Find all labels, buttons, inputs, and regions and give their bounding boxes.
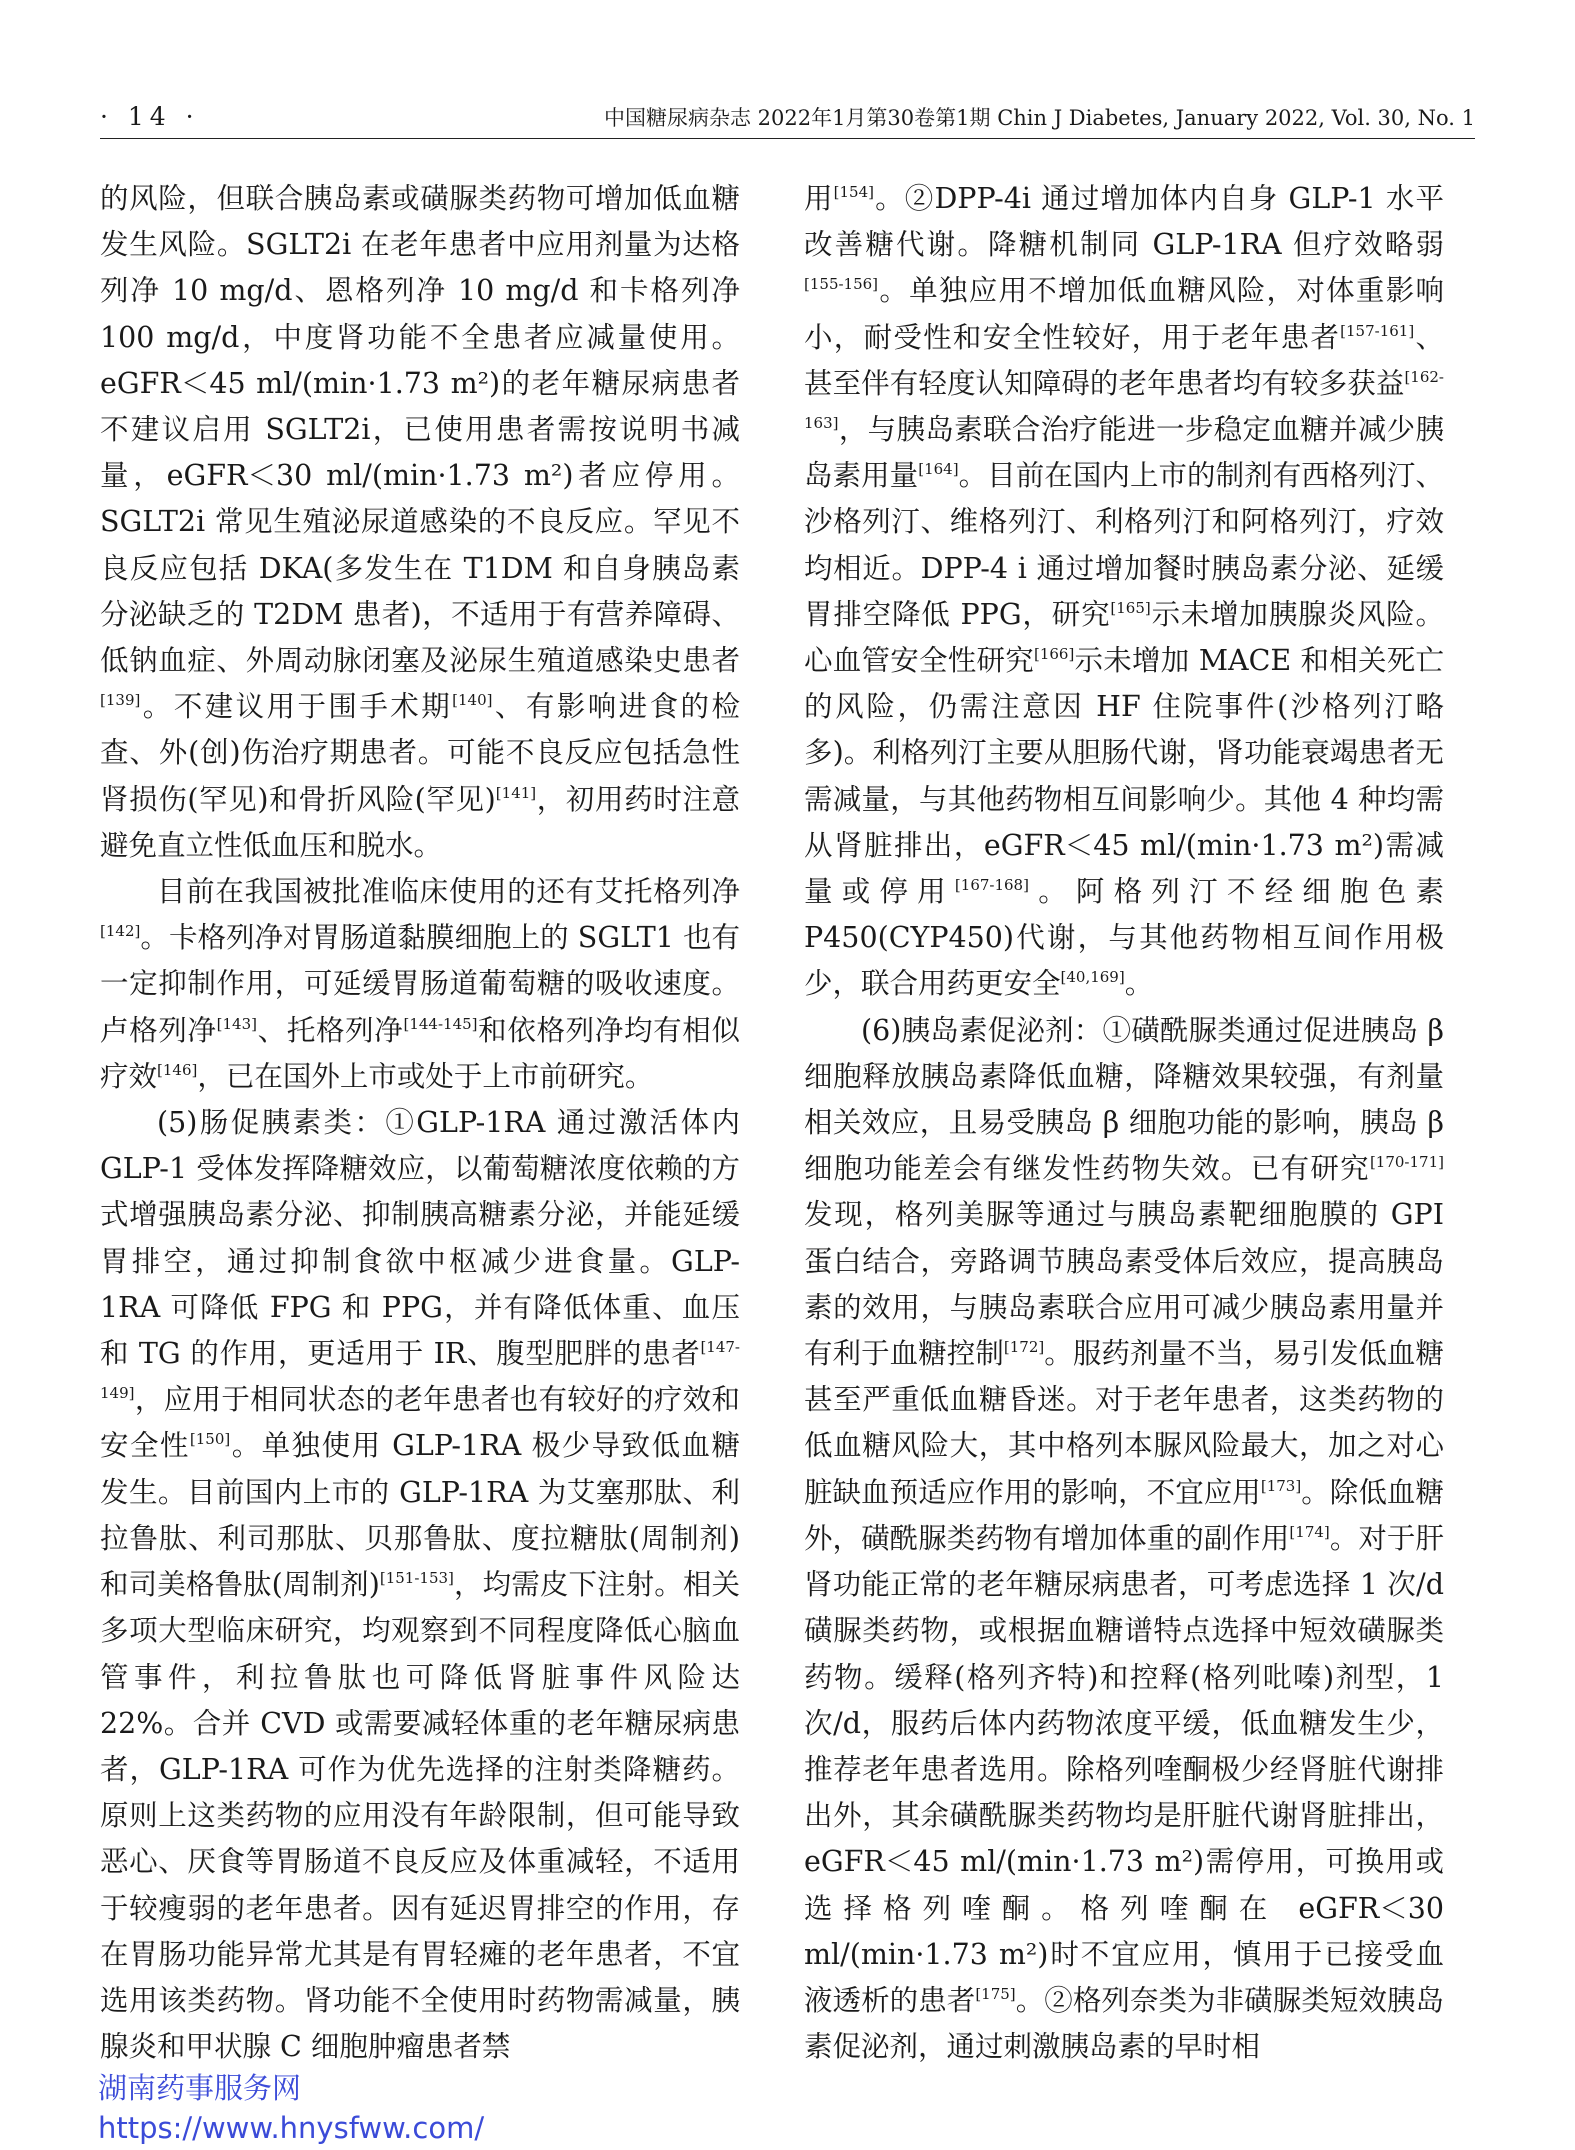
citation-ref: [40,169] xyxy=(1060,968,1125,987)
body-text: 、有影响进食的检查、外(创)伤治疗期患者。可能不良反应包括急性肾损伤(罕见)和骨折风险(罕见) xyxy=(100,690,740,816)
paragraph xyxy=(100,869,740,1100)
body-text: 用 xyxy=(804,182,834,215)
watermark-url[interactable]: https://www.hnysfww.com/ xyxy=(98,2111,485,2145)
body-text: (6)胰岛素促泌剂：①磺酰脲类通过促进胰岛 β 细胞释放胰岛素降低血糖，降糖效果较强，有剂量相关效应，且易受胰岛 β 细胞功能的影响，胰岛 β 细胞功能差会有继发性药物失效。已有研究 xyxy=(804,1013,1444,1186)
right-column xyxy=(804,176,1444,2070)
citation-ref: [142] xyxy=(100,922,141,940)
body-text: 。除低血糖外，磺酰脲类药物有增加体重的副作用 xyxy=(804,1475,1444,1555)
citation-ref: [150] xyxy=(189,1430,231,1449)
body-text: 。②格列奈类为非磺脲类短效胰岛素促泌剂，通过刺激胰岛素的早时相 xyxy=(804,1983,1444,2064)
body-text: 。阿格列汀不经细胞色素 P450(CYP450)代谢，与其他药物相互间作用极少，联合用药更安全 xyxy=(804,875,1444,1001)
body-text: 的风险，但联合胰岛素或磺脲类药物可增加低血糖发生风险。SGLT2i 在老年患者中应用剂量为达格列净 10 mg/d、恩格列净 10 mg/d 和卡格列净 100 mg/d，中度肾功能不全患者应减量使用。eGFR＜45 ml/(min·1.73 m²)的老年糖尿病患者不建议启用 SGLT2i，已使用患者需按说明书减量，eGFR＜30 ml/(min·1.73 m²)者应停用。SGLT2i 常见生殖泌尿道感染的不良反应。罕见不良反应包括 DKA(多发生在 T1DM 和自身胰岛素分泌缺乏的 T2DM 患者)，不适用于有营养障碍、低钠血症、外周动脉闭塞及泌尿生殖道感染史患者 xyxy=(100,182,740,678)
body-text: 目前在我国被批准临床使用的还有艾托格列净 xyxy=(157,875,740,909)
paragraph xyxy=(804,176,1444,1008)
citation-ref: [151-153] xyxy=(379,1568,454,1587)
citation-ref: [165] xyxy=(1110,598,1151,617)
citation-ref: [155-156] xyxy=(804,275,879,294)
body-text: 。对于肝肾功能正常的老年糖尿病患者，可考虑选择 1 次/d 磺脲类药物，或根据血糖谱特点选择中短效磺脲类药物。缓释(格列齐特)和控释(格列吡嗪)剂型，1 次/d，服药后体内药物浓度平缓，低血糖发生少，推荐老年患者选用。除格列喹酮极少经肾脏代谢排出外，其余磺酰脲类药物均是肝脏代谢肾脏排出，eGFR＜45 ml/(min·1.73 m²)需停用，可换用或选择格列喹酮。格列喹酮在 eGFR＜30 ml/(min·1.73 m²)时不宜应用，慎用于已接受血液透析的患者 xyxy=(804,1521,1444,2017)
citation-ref: [141] xyxy=(495,783,537,802)
citation-ref: [144-145] xyxy=(403,1014,478,1033)
body-text: (5)肠促胰素类：①GLP-1RA 通过激活体内 GLP-1 受体发挥降糖效应，以葡萄糖浓度依赖的方式增强胰岛素分泌、抑制胰高糖素分泌，并能延缓胃排空，通过抑制食欲中枢减少进食量。GLP-1RA 可降低 FPG 和 PPG，并有降低体重、血压和 TG 的作用，更适用于 IR、腹型肥胖的患者 xyxy=(100,1106,740,1371)
citation-ref: [170-171] xyxy=(1369,1153,1444,1172)
running-header xyxy=(100,98,1475,139)
citation-ref: [157-161] xyxy=(1340,321,1415,340)
body-text: 、甚至伴有轻度认知障碍的老年患者均有较多获益 xyxy=(804,320,1444,400)
citation-ref: [172] xyxy=(1003,1337,1045,1356)
body-text: 、托格列净 xyxy=(257,1013,404,1047)
body-text: 。②DPP-4i 通过增加体内自身 GLP-1 水平改善糖代谢。降糖机制同 GLP-1RA 但疗效略弱 xyxy=(804,182,1444,262)
body-text: 。不建议用于围手术期 xyxy=(140,690,453,724)
body-text: ，应用于相同状态的老年患者也有较好的疗效和安全性 xyxy=(100,1383,740,1463)
body-text: 。单独应用不增加低血糖风险，对体重影响小，耐受性和安全性较好，用于老年患者 xyxy=(804,274,1444,354)
body-text: 示未增加 MACE 和相关死亡的风险，仍需注意因 HF 住院事件(沙格列汀略多)。利格列汀主要从胆肠代谢，肾功能衰竭患者无需减量，与其他药物相互间影响少。其他 4 种均需从肾脏排出，eGFR＜45 ml/(min·1.73 m²)需减量或停用 xyxy=(804,644,1444,909)
citation-ref: [140] xyxy=(452,690,493,709)
paragraph xyxy=(804,1008,1444,2071)
journal-citation: 中国糖尿病杂志 2022年1月第30卷第1期 Chin J Diabetes, January 2022, Vol. 30, No. 1 xyxy=(603,106,1475,130)
body-text: ，均需皮下注射。相关多项大型临床研究，均观察到不同程度降低心脑血管事件，利拉鲁肽也可降低肾脏事件风险达 22%。合并 CVD 或需要减轻体重的老年糖尿病患者，GLP-1RA 可作为优先选择的注射类降糖药。原则上这类药物的应用没有年龄限制，但可能导致恶心、厌食等胃肠道不良反应及体重减轻，不适用于较瘦弱的老年患者。因有延迟胃排空的作用，存在胃肠功能异常尤其是有胃轻瘫的老年患者，不宜选用该类药物。肾功能不全使用时药物需减量，胰腺炎和甲状腺 C 细胞肿瘤患者禁 xyxy=(100,1568,740,2064)
body-text: ，与胰岛素联合治疗能进一步稳定血糖并减少胰岛素用量 xyxy=(804,413,1444,493)
citation-ref: [173] xyxy=(1260,1476,1302,1495)
body-text: ，已在国外上市或处于上市前研究。 xyxy=(197,1059,654,1093)
body-text: 。单独使用 GLP-1RA 极少导致低血糖发生。目前国内上市的 GLP-1RA 为艾塞那肽、利拉鲁肽、利司那肽、贝那鲁肽、度拉糖肽(周制剂)和司美格鲁肽(周制剂) xyxy=(100,1429,740,1602)
citation-ref: [164] xyxy=(918,459,959,478)
citation-ref: [146] xyxy=(157,1060,198,1079)
body-text: 和依格列净均有相似疗效 xyxy=(100,1013,740,1093)
body-text: 发现，格列美脲等通过与胰岛素靶细胞膜的 GPI 蛋白结合，旁路调节胰岛素受体后效应，提高胰岛素的效用，与胰岛素联合应用可减少胰岛素用量并有利于血糖控制 xyxy=(804,1198,1444,1371)
citation-ref: [175] xyxy=(975,1984,1016,2003)
citation-ref: [139] xyxy=(100,690,141,709)
body-text: 。服药剂量不当，易引发低血糖甚至严重低血糖昏迷。对于老年患者，这类药物的低血糖风险大，其中格列本脲风险最大，加之对心脏缺血预适应作用的影响，不宜应用 xyxy=(804,1337,1444,1509)
paragraph xyxy=(100,176,740,869)
body-text: 。目前在国内上市的制剂有西格列汀、沙格列汀、维格列汀、利格列汀和阿格列汀，疗效均相近。DPP-4 i 通过增加餐时胰岛素分泌、延缓胃排空降低 PPG，研究 xyxy=(804,459,1444,631)
citation-ref: [143] xyxy=(216,1014,257,1033)
watermark-site-name: 湖南药事服务网 xyxy=(98,2071,302,2105)
body-text: 示未增加胰腺炎风险。心血管安全性研究 xyxy=(804,597,1444,678)
left-column xyxy=(100,176,740,2070)
body-text: 。 xyxy=(1124,967,1154,1001)
page-number: · 14 · xyxy=(100,102,200,131)
paragraph xyxy=(100,1100,740,2070)
citation-ref: [166] xyxy=(1033,644,1075,663)
citation-ref: [154] xyxy=(833,182,874,201)
citation-ref: [162-163] xyxy=(804,367,1444,432)
watermark xyxy=(98,2068,484,2148)
citation-ref: [174] xyxy=(1289,1522,1330,1541)
body-text: ，初用药时注意避免直立性低血压和脱水。 xyxy=(100,782,740,862)
citation-ref: [147-149] xyxy=(100,1337,740,1403)
body-text: 。卡格列净对胃肠道黏膜细胞上的 SGLT1 也有一定抑制作用，可延缓胃肠道葡萄糖的吸收速度。卢格列净 xyxy=(100,921,740,1047)
citation-ref: [167-168] xyxy=(954,875,1029,894)
